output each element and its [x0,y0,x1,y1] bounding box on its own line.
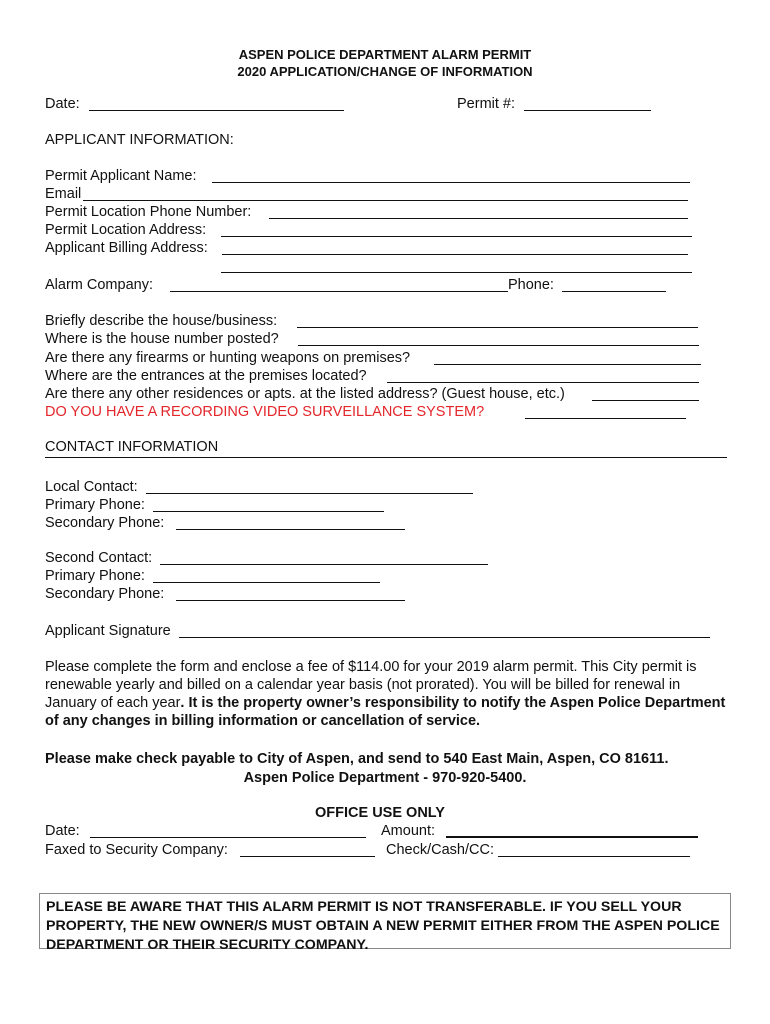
video-surveillance-line[interactable] [525,418,686,419]
email-label: Email [45,186,82,202]
secondary-phone-line[interactable] [176,529,405,530]
permit-number-field[interactable] [457,95,657,113]
applicant-section-title: APPLICANT INFORMATION: [45,132,234,148]
faxed-label: Faxed to Security Company: [45,842,228,858]
billing-address-line[interactable] [222,254,688,255]
second-contact-line[interactable] [160,564,488,565]
primary-phone-2-line[interactable] [153,582,380,583]
firearms-field[interactable] [45,349,705,367]
local-contact-line[interactable] [146,493,473,494]
instructions-text: Please complete the form and enclose a fee of $114.00 for your 2019 alarm permit. This City permit is renewable yearly and billed on a calendar year basis (not prorated). You will be billed for renewal in January of each year [45,659,697,711]
applicant-name-label: Permit Applicant Name: [45,168,197,184]
police-phone: Aspen Police Department - 970-920-5400. [243,770,527,786]
office-date-label: Date: [45,823,80,839]
transfer-notice-text: PLEASE BE AWARE THAT THIS ALARM PERMIT IS NOT TRANSFERABLE. IF YOU SELL YOUR PROPERTY, THE NEW OWNER/S MUST OBTAIN A NEW PERMIT EITHER FROM THE ASPEN POLICE DEPARTMENT OR THEIR SECURITY COMPANY. [46,899,720,953]
primary-phone-line[interactable] [153,511,384,512]
entrances-label: Where are the entrances at the premises located? [45,368,367,384]
permit-number-label: Permit #: [457,96,516,112]
payment-method-line[interactable] [498,856,690,857]
entrances-field[interactable] [45,367,705,385]
secondary-phone-2-field[interactable] [45,585,495,603]
location-address-field[interactable] [45,221,695,239]
house-number-line[interactable] [298,345,699,346]
email-line[interactable] [83,200,688,201]
primary-phone-field[interactable] [45,496,495,514]
secondary-phone-2-label: Secondary Phone: [45,586,165,602]
signature-field[interactable] [45,622,715,640]
house-number-label: Where is the house number posted? [45,331,279,347]
entrances-line[interactable] [387,382,699,383]
office-use-title: OFFICE USE ONLY [315,805,445,821]
secondary-phone-field[interactable] [45,514,495,532]
second-contact-label: Second Contact: [45,550,153,566]
instructions-bold-text: . It is the property owner’s responsibility to notify the Aspen Police Department of any changes in billing information or cancellation of service. [45,695,726,729]
other-residences-field[interactable] [45,385,705,403]
video-surveillance-label: DO YOU HAVE A RECORDING VIDEO SURVEILLANCE SYSTEM? [45,404,485,420]
amount-line[interactable] [446,836,698,838]
describe-label: Briefly describe the house/business: [45,313,278,329]
alarm-phone-line[interactable] [562,291,666,292]
billing-address-field[interactable] [45,239,695,257]
location-address-label: Permit Location Address: [45,222,207,238]
date-field[interactable] [45,95,345,113]
location-phone-line[interactable] [269,218,688,219]
faxed-line[interactable] [240,856,375,857]
email-field[interactable] [45,185,695,203]
alarm-company-label: Alarm Company: [45,277,153,293]
contact-section-title: CONTACT INFORMATION [45,439,219,455]
payment-instructions: Please make check payable to City of Aspen, and send to 540 East Main, Aspen, CO 81611. [45,751,669,767]
transfer-notice-box [39,893,731,953]
office-date-line[interactable] [90,837,366,838]
faxed-field[interactable] [45,841,385,859]
applicant-name-line[interactable] [212,182,690,183]
primary-phone-2-field[interactable] [45,567,495,585]
date-label: Date: [45,96,80,112]
describe-field[interactable] [45,312,705,330]
house-number-field[interactable] [45,330,705,348]
other-residences-line[interactable] [592,400,699,401]
billing-address-label: Applicant Billing Address: [45,240,208,256]
payment-method-field[interactable] [386,841,696,859]
video-surveillance-field[interactable] [45,403,705,421]
local-contact-field[interactable] [45,478,495,496]
alarm-company-line[interactable] [170,291,508,292]
describe-line[interactable] [297,327,698,328]
amount-label: Amount: [381,823,435,839]
instructions-paragraph [45,658,735,730]
secondary-phone-label: Secondary Phone: [45,515,165,531]
primary-phone-2-label: Primary Phone: [45,568,145,584]
permit-number-line[interactable] [524,110,651,111]
alarm-phone-label: Phone: [508,277,554,293]
primary-phone-label: Primary Phone: [45,497,145,513]
signature-line[interactable] [179,637,710,638]
section-divider [45,457,727,458]
office-date-field[interactable] [45,822,385,840]
form-subtitle: 2020 APPLICATION/CHANGE OF INFORMATION [237,64,533,79]
firearms-line[interactable] [434,364,701,365]
form-title: ASPEN POLICE DEPARTMENT ALARM PERMIT [238,47,532,62]
alarm-company-field[interactable] [45,276,695,294]
applicant-name-field[interactable] [45,167,695,185]
location-phone-field[interactable] [45,203,695,221]
second-contact-field[interactable] [45,549,505,567]
billing-address-line-2[interactable] [45,257,695,275]
firearms-label: Are there any firearms or hunting weapons on premises? [45,350,411,366]
amount-field[interactable] [381,822,711,840]
date-line[interactable] [89,110,344,111]
local-contact-label: Local Contact: [45,479,138,495]
location-address-line[interactable] [221,236,692,237]
secondary-phone-2-line[interactable] [176,600,405,601]
location-phone-label: Permit Location Phone Number: [45,204,252,220]
signature-label: Applicant Signature [45,623,171,639]
other-residences-label: Are there any other residences or apts. at the listed address? (Guest house, etc.) [45,386,565,402]
billing-address-line-2-rule[interactable] [221,272,692,273]
payment-method-label: Check/Cash/CC: [386,842,494,858]
